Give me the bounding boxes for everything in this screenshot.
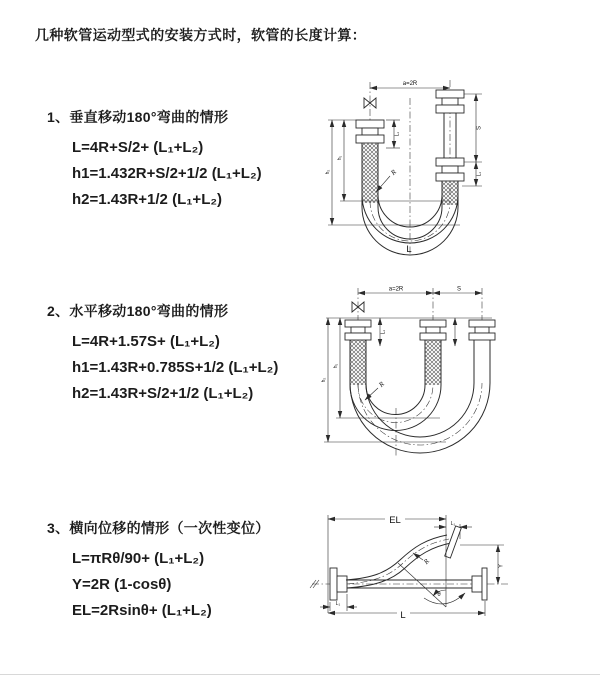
dim-L xyxy=(328,610,485,621)
dim-S xyxy=(433,287,482,294)
dim-label-EL: EL xyxy=(389,515,401,526)
section-2-heading: 2、水平移动180°弯曲的情形 xyxy=(47,303,229,319)
left-braided-hose-section xyxy=(362,143,378,207)
formula-h1: h1=1.43R+0.785S+1/2 (L₁+L₂) xyxy=(72,359,279,376)
formula-L: L=4R+S/2+ (L₁+L₂) xyxy=(72,139,204,156)
dim-L1-top xyxy=(434,521,472,527)
left-flange xyxy=(330,568,347,600)
right-displaced-hose-leg xyxy=(474,340,490,383)
dim-label-S: S xyxy=(476,125,483,131)
dim-label-theta: θ xyxy=(437,592,441,598)
extension-lines xyxy=(328,515,485,616)
right-lower-flange xyxy=(472,568,487,600)
dim-label-L1: L₁ xyxy=(476,171,483,177)
diagram-horizontal-180-bend xyxy=(310,280,600,465)
section-lateral-displacement xyxy=(47,518,270,624)
dim-label-R: R xyxy=(389,168,398,177)
diagram-vertical-180-bend xyxy=(310,70,600,260)
section-1-heading: 1、垂直移动180°弯曲的情形 xyxy=(47,109,229,125)
dim-L1-bottom xyxy=(320,594,357,611)
dim-EL xyxy=(328,515,446,526)
dim-a2R xyxy=(358,287,433,294)
left-fitting xyxy=(356,120,384,143)
upper-right-flange xyxy=(445,526,462,558)
dim-label-h1: h₁ xyxy=(333,363,339,369)
formula-L: L=πRθ/90+ (L₁+L₂) xyxy=(72,550,205,567)
diagram-lateral-displacement xyxy=(300,495,600,655)
section-3-heading: 3、横向位移的情形（一次性变位） xyxy=(47,520,270,536)
dim-label-S: S xyxy=(456,286,462,293)
section-vertical-movement xyxy=(47,107,262,213)
dim-label-Y: Y xyxy=(498,563,505,569)
radius-callout xyxy=(376,168,398,192)
dim-label-L1: L₁ xyxy=(335,601,341,607)
radius-callout xyxy=(413,553,431,567)
dim-label-L: L xyxy=(406,244,412,255)
dim-label-h2: h₂ xyxy=(325,169,331,175)
radius-callout xyxy=(365,380,386,400)
formula-h1: h1=1.432R+S/2+1/2 (L₁+L₂) xyxy=(72,165,262,182)
formula-EL: EL=2Rsinθ+ (L₁+L₂) xyxy=(72,602,212,619)
section-horizontal-movement xyxy=(47,301,278,407)
page-title: 几种软管运动型式的安装方式时，软管的长度计算： xyxy=(35,27,367,43)
dim-label-L1: L₁ xyxy=(380,329,387,335)
angle-construction xyxy=(398,540,465,607)
formula-h2: h2=1.43R+1/2 (L₁+L₂) xyxy=(72,191,223,208)
dim-label-a2R: a=2R xyxy=(402,81,418,87)
middle-braided-hose-section xyxy=(425,340,441,385)
dim-label-L1: L₁ xyxy=(450,521,456,527)
centerlines xyxy=(358,288,482,458)
dim-label-L1: L₁ xyxy=(394,131,401,137)
dim-L1-right xyxy=(462,162,483,186)
dim-label-R: R xyxy=(422,557,431,566)
dim-label-h1: h₁ xyxy=(337,155,343,161)
middle-fitting xyxy=(420,320,446,340)
dim-S xyxy=(464,94,483,162)
dim-label-a2R: a=2R xyxy=(388,286,404,293)
dim-L1 xyxy=(380,318,387,346)
formula-L: L=4R+1.57S+ (L₁+L₂) xyxy=(72,333,220,350)
formula-Y: Y=2R (1-cosθ) xyxy=(72,576,172,593)
dim-label-h2: h₂ xyxy=(321,377,327,383)
dim-L1-left xyxy=(386,120,401,148)
dim-a2R xyxy=(370,81,450,88)
dim-h1 xyxy=(328,120,450,201)
right-upper-fitting xyxy=(436,90,464,113)
left-braided-hose-section xyxy=(350,340,366,385)
right-fitting xyxy=(469,320,495,340)
left-fitting xyxy=(345,320,371,340)
dim-label-L: L xyxy=(400,610,406,621)
right-lower-fitting xyxy=(436,158,464,181)
dim-label-R: R xyxy=(377,380,386,389)
formula-h2: h2=1.43R+S/2+1/2 (L₁+L₂) xyxy=(72,385,254,402)
